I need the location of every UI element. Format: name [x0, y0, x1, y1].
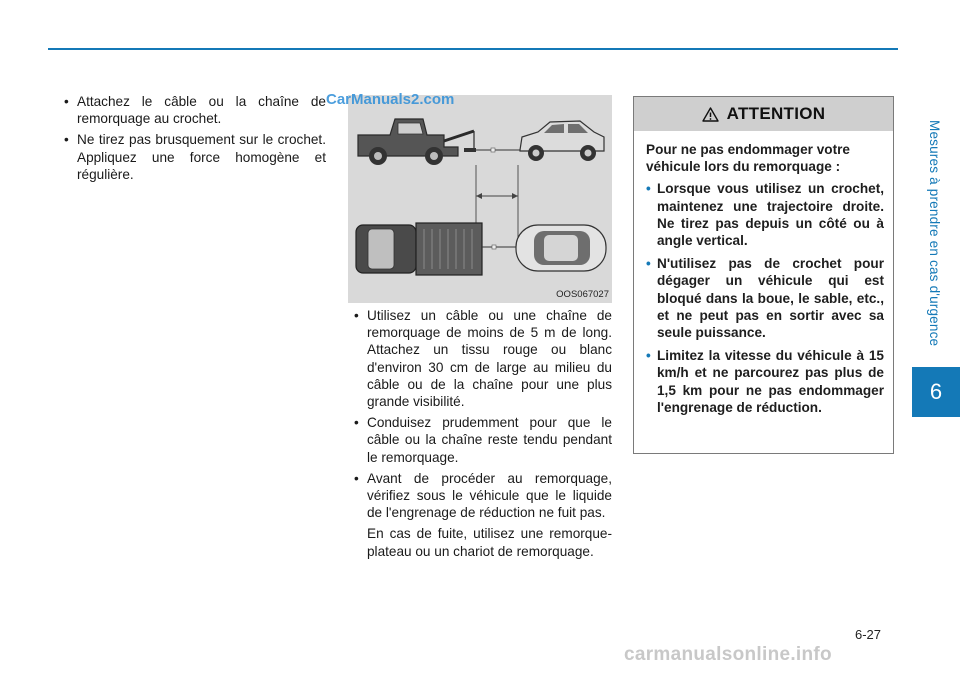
middle-bullet-list [354, 307, 612, 521]
figure-code: OOS067027 [556, 289, 609, 300]
attention-intro: Pour ne pas endommager votre véhicule lors du remorquage : [646, 142, 850, 175]
attention-header [634, 97, 893, 131]
top-rule [48, 48, 898, 50]
sedan-icon [516, 225, 606, 271]
list-item: • Utilisez un câble ou une chaîne de remorquage de moins de 5 m de long. Attachez un tissu rouge ou blanc d'environ 30 cm de large au milieu du câble ou de la chaîne pour une plus grande visibilité. [354, 307, 612, 410]
list-item: • Attachez le câble ou la chaîne de remorquage au crochet. [64, 93, 326, 127]
attention-list [646, 180, 884, 416]
warning-icon [702, 107, 719, 122]
list-item: • Avant de procéder au remorquage, vérifiez sous le véhicule que le liquide de l'engrenage de réduction ne fuit pas. [354, 470, 612, 522]
left-bullet-list [64, 93, 326, 183]
tow-truck-icon [358, 119, 476, 165]
list-item: • N'utilisez pas de crochet pour dégager un véhicule qui est bloqué dans la boue, le sable, etc., et ne peut pas en sortir avec sa seule puissance. [646, 255, 884, 341]
chapter-title: Mesures à prendre en cas d'urgence [927, 120, 942, 347]
suv-icon [520, 121, 604, 161]
towing-illustration [348, 95, 612, 303]
chapter-tab[interactable]: 6 [912, 367, 960, 417]
continuation-paragraph: En cas de fuite, utilisez une remorque-plateau ou un chariot de remorquage. [367, 526, 612, 559]
list-item: • Conduisez prudemment pour que le câble ou la chaîne reste tendu pendant le remorquage. [354, 414, 612, 466]
list-item: • Limitez la vitesse du véhicule à 15 km/h et ne parcourez pas plus de 1,5 km pour ne pas endommager l'engrenage de réduction. [646, 347, 884, 416]
attention-box [633, 96, 894, 454]
left-column [64, 93, 326, 187]
page-number: 6-27 [855, 627, 882, 642]
list-item: • Ne tirez pas brusquement sur le crochet. Appliquez une force homogène et régulière. [64, 131, 326, 183]
towing-diagram [348, 95, 612, 303]
attention-body [634, 131, 893, 416]
attention-title: ATTENTION [726, 104, 826, 123]
middle-column [354, 307, 612, 560]
watermark-top[interactable]: CarManuals2.com [326, 91, 455, 108]
pickup-truck-icon [356, 223, 482, 275]
list-item: • Lorsque vous utilisez un crochet, maintenez une trajectoire droite. Ne tirez pas depuis un côté ou à angle vertical. [646, 180, 884, 249]
watermark-bottom[interactable]: carmanualsonline.info [624, 644, 832, 665]
